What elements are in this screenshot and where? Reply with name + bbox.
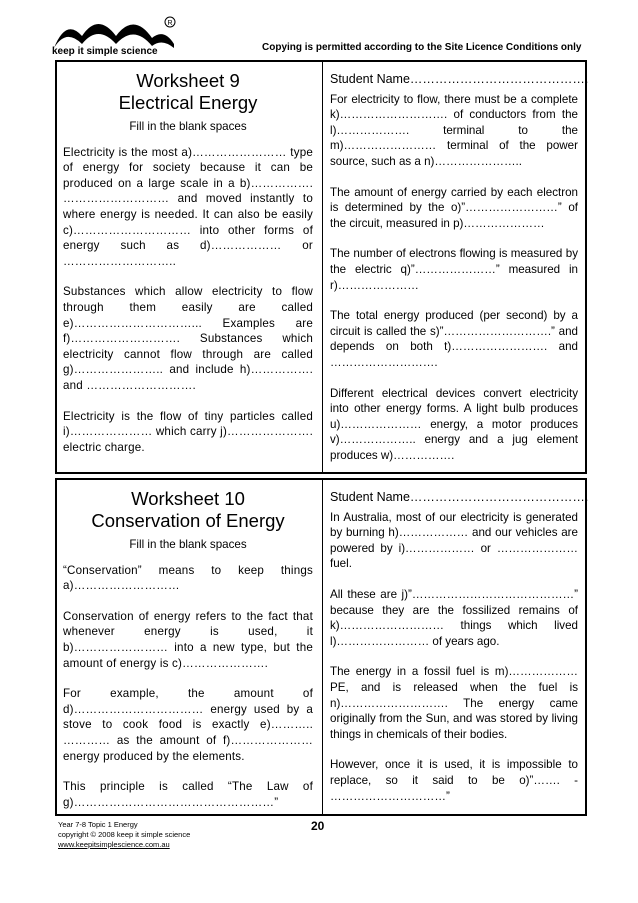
ws10-paragraph: All these are j)”……………………………………” because they are the fossilized remains of k)……………………… things which lived l)…………………… of years ago.	[330, 587, 578, 648]
ws9-paragraph: Electricity is the most a)…………………… type of energy for society because it can be produced on a large scale in a b)……………. ……………………… and moved instantly to where energy is needed. It can also be easily c)………………………… into other forms of energy such as d)……………… or ………………………..	[63, 145, 313, 268]
page-number: 20	[311, 819, 325, 833]
svg-text:R: R	[167, 20, 173, 27]
page-footer	[58, 820, 190, 850]
ws10-paragraph: Conservation of energy refers to the fact that whenever energy is used, it b)…………………… into a new type, but the amount of energy is c)………………….	[63, 609, 313, 670]
worksheet-10-right-column	[330, 480, 589, 819]
column-divider	[322, 480, 323, 814]
ws10-paragraph: However, once it is used, it is impossible to replace, so it said to be o)”……. - …………………………”	[330, 758, 578, 803]
worksheet-9-right-column	[330, 62, 589, 478]
student-name-field[interactable]: Student Name…………………………………….	[330, 490, 589, 504]
student-name-field[interactable]: Student Name…………………………………….	[330, 72, 589, 86]
page-header	[0, 0, 638, 62]
worksheet-9-title: Worksheet 9 Electrical Energy	[118, 70, 258, 113]
worksheet-10-title: Worksheet 10 Conservation of Energy	[91, 488, 285, 531]
worksheet-9-left-column	[63, 62, 313, 470]
worksheet-10-subtitle: Fill in the blank spaces	[129, 538, 247, 551]
worksheet-10-left-column	[63, 480, 313, 825]
ws9-paragraph: Substances which allow electricity to flow through them easily are called e)…………………………... Examples are f)………………………. Substances which electricity cannot flow through are called g)………………….. and include h)……………. and ……………………….	[63, 285, 313, 392]
ws9-paragraph: For electricity to flow, there must be a complete k)………………………. of conductors from the l)………………. terminal to the m)…………………… terminal of the power source, such as a n)…………………..	[330, 92, 578, 168]
logo-text: keep it simple science	[52, 46, 158, 57]
worksheet-9-subtitle: Fill in the blank spaces	[129, 120, 247, 133]
footer-url-link[interactable]: www.keepitsimplescience.com.au	[58, 840, 170, 849]
footer-topic: Year 7-8 Topic 1 Energy	[58, 820, 138, 829]
kiss-logo-icon	[52, 14, 182, 50]
footer-copyright: copyright © 2008 keep it simple science	[58, 830, 191, 839]
ws10-paragraph: The energy in a fossil fuel is m)……………… PE, and is released when the fuel is n)………………………. The energy came originally from the Sun, and was stored by living things in chemicals of their bodies.	[330, 665, 578, 741]
ws9-paragraph: The total energy produced (per second) by a circuit is called the s)”……………………….” and depends on both t)……………………. and ……………………….	[330, 309, 578, 369]
ws9-paragraph: Different electrical devices convert electricity into other energy forms. A light bulb produces u)………………… energy, a motor produces v)……………….. energy and a jug element produces w)…………….	[330, 386, 578, 462]
ws9-paragraph: Electricity is the flow of tiny particles called i)………………… which carry j)…………………. electric charge.	[63, 409, 313, 454]
ws10-paragraph: “Conservation” means to keep things a)………………………	[63, 563, 313, 593]
ws10-paragraph: This principle is called “The Law of g)……………………………………………”	[63, 780, 313, 809]
ws9-paragraph: The amount of energy carried by each electron is determined by the o)”……………………” of the circuit, measured in p)…………………	[330, 185, 578, 230]
worksheet-10-panel	[55, 478, 587, 816]
column-divider	[322, 62, 323, 472]
worksheet-9-panel	[55, 60, 587, 474]
copyright-note: Copying is permitted according to the Site Licence Conditions only	[262, 42, 582, 53]
ws9-paragraph: The number of electrons flowing is measured by the electric q)”…………………” measured in r)…………………	[330, 247, 578, 292]
ws10-paragraph: For example, the amount of d)…………………………… energy used by a stove to cook food is exactly e)……….. ………… as the amount of f)………………… energy produced by the elements.	[63, 687, 313, 763]
ws10-paragraph: In Australia, most of our electricity is generated by burning h)……………… and our vehicles are powered by i)……………… or ………………… fuel.	[330, 510, 578, 571]
